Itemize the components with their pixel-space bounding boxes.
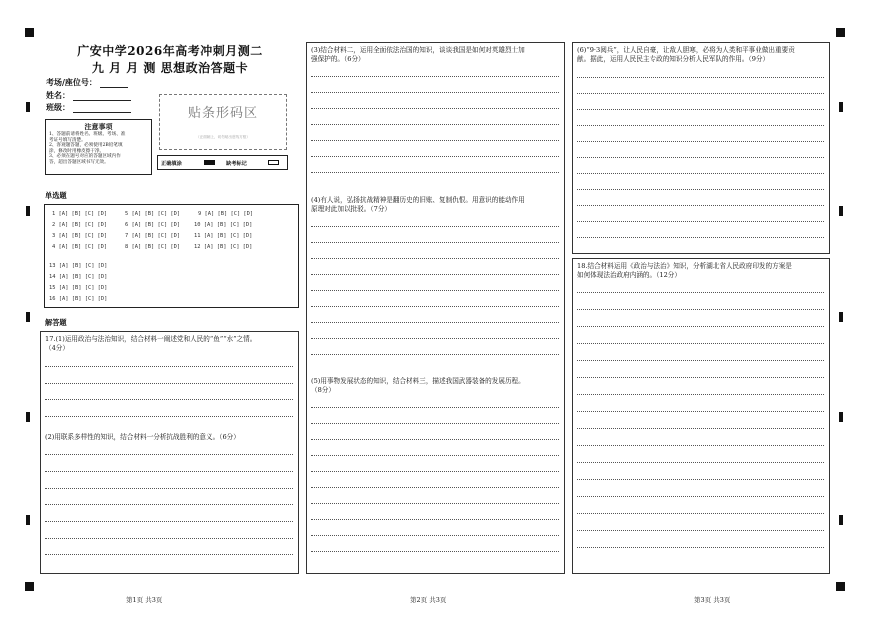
notice-line: 2、客观题答题，必须使用2B铅笔填 bbox=[49, 143, 123, 148]
answer-line bbox=[577, 205, 824, 206]
alignment-marker-top-right bbox=[836, 28, 845, 37]
answer-line bbox=[311, 439, 559, 440]
section-title-mcq: 单选题 bbox=[45, 191, 67, 200]
correct-fill-sample bbox=[204, 160, 215, 165]
name-line bbox=[73, 93, 131, 101]
answer-line bbox=[45, 488, 293, 489]
alignment-marker-bottom-right bbox=[836, 582, 845, 591]
answer-line bbox=[577, 445, 824, 446]
exam-subtitle: 九 月 月 测 思想政治答题卡 bbox=[91, 61, 249, 75]
answer-line bbox=[577, 189, 824, 190]
answer-line bbox=[577, 496, 824, 497]
page-number-1: 第1页 共3页 bbox=[126, 596, 163, 604]
answer-line bbox=[577, 411, 824, 412]
answer-line bbox=[311, 519, 559, 520]
answer-region-col3-top[interactable] bbox=[572, 42, 830, 254]
answer-line bbox=[45, 416, 293, 417]
mcq-item-15[interactable]: 15 [A] [B] [C] [D] bbox=[49, 285, 108, 291]
timing-mark bbox=[26, 206, 30, 216]
answer-line bbox=[577, 309, 824, 310]
answer-line bbox=[45, 521, 293, 522]
answer-line bbox=[577, 109, 824, 110]
answer-line bbox=[577, 462, 824, 463]
question-17-6-text: (6)“9·3阅兵”，让人民自豪，让敌人胆寒，必将为人类和平事业做出重要贡 bbox=[577, 46, 795, 54]
answer-line bbox=[311, 551, 559, 552]
mcq-item-12[interactable]: 12 [A] [B] [C] [D] bbox=[194, 244, 253, 250]
notice-box bbox=[45, 119, 152, 175]
answer-line bbox=[577, 326, 824, 327]
question-17-4-points: 原理对此加以批驳。（7分） bbox=[311, 205, 392, 213]
answer-line bbox=[45, 366, 293, 367]
answer-line bbox=[311, 108, 559, 109]
timing-mark bbox=[839, 102, 843, 112]
notice-title: 注意事项 bbox=[84, 122, 113, 131]
question-17-3-points: 强保护的。（6分） bbox=[311, 55, 365, 63]
mcq-answer-grid bbox=[44, 204, 299, 308]
timing-mark bbox=[26, 515, 30, 525]
answer-line bbox=[311, 407, 559, 408]
answer-line bbox=[311, 455, 559, 456]
answer-line bbox=[311, 124, 559, 125]
answer-line bbox=[311, 92, 559, 93]
answer-line bbox=[311, 258, 559, 259]
question-17-5-text: (5)用事物发展状态的知识，结合材料三，描述我国武器装备的发展历程。 bbox=[311, 377, 525, 385]
answer-line bbox=[311, 156, 559, 157]
answer-line bbox=[311, 354, 559, 355]
answer-line bbox=[577, 530, 824, 531]
notice-line: 1、答题前请将姓名、班级、考场、准 bbox=[49, 132, 126, 137]
answer-line bbox=[311, 76, 559, 77]
notice-line: 涂，修改时用橡皮擦干净。 bbox=[49, 148, 105, 154]
notice-line: 考证号填写清楚。 bbox=[49, 137, 86, 143]
exam-seat-line bbox=[100, 80, 128, 88]
timing-mark bbox=[26, 312, 30, 322]
answer-line bbox=[577, 360, 824, 361]
answer-line bbox=[45, 383, 293, 384]
page-number-2: 第2页 共3页 bbox=[410, 596, 447, 604]
answer-line bbox=[311, 322, 559, 323]
answer-region-col2[interactable] bbox=[306, 42, 565, 574]
answer-line bbox=[577, 157, 824, 158]
exam-title: 广安中学2026年高考冲刺月测二 bbox=[77, 44, 263, 58]
answer-line bbox=[311, 306, 559, 307]
mcq-item-4[interactable]: 4 [A] [B] [C] [D] bbox=[52, 244, 108, 250]
exam-seat-label: 考场/座位号： bbox=[46, 77, 97, 87]
question-17-1-text: 17.(1)运用政治与法治知识，结合材料一阐述党和人民的“鱼”“水”之情。 bbox=[45, 335, 257, 343]
answer-line bbox=[45, 471, 293, 472]
answer-line bbox=[311, 487, 559, 488]
mcq-item-1[interactable]: 1 [A] [B] [C] [D] bbox=[52, 211, 108, 217]
timing-mark bbox=[839, 206, 843, 216]
mcq-item-7[interactable]: 7 [A] [B] [C] [D] bbox=[125, 233, 181, 239]
exam-seat-field[interactable] bbox=[46, 77, 128, 88]
class-label: 班级： bbox=[46, 102, 70, 112]
question-18-points: 如何体现法治政府内涵的。（12分） bbox=[577, 271, 681, 279]
answer-line bbox=[311, 226, 559, 227]
answer-line bbox=[577, 428, 824, 429]
timing-mark bbox=[839, 412, 843, 422]
absent-mark-checkbox[interactable] bbox=[268, 160, 279, 165]
timing-mark bbox=[839, 515, 843, 525]
question-17-3-text: (3)结合材料二，运用全面依法治国的知识，谈谈我国是如何对英雄烈士加 bbox=[311, 46, 525, 54]
mcq-item-9[interactable]: 9 [A] [B] [C] [D] bbox=[198, 211, 254, 217]
answer-line bbox=[577, 173, 824, 174]
mcq-item-16[interactable]: 16 [A] [B] [C] [D] bbox=[49, 296, 108, 302]
answer-line bbox=[311, 140, 559, 141]
answer-region-col3-bottom[interactable] bbox=[572, 258, 830, 574]
answer-line bbox=[577, 513, 824, 514]
answer-line bbox=[45, 454, 293, 455]
question-17-5-points: （8分） bbox=[311, 386, 335, 394]
mcq-item-6[interactable]: 6 [A] [B] [C] [D] bbox=[125, 222, 181, 228]
mcq-item-5[interactable]: 5 [A] [B] [C] [D] bbox=[125, 211, 181, 217]
mcq-item-10[interactable]: 10 [A] [B] [C] [D] bbox=[194, 222, 253, 228]
section-title-subjective: 解答题 bbox=[45, 318, 67, 327]
answer-line bbox=[577, 237, 824, 238]
mcq-item-14[interactable]: 14 [A] [B] [C] [D] bbox=[49, 274, 108, 280]
mcq-item-8[interactable]: 8 [A] [B] [C] [D] bbox=[125, 244, 181, 250]
name-field[interactable] bbox=[46, 90, 131, 101]
answer-line bbox=[311, 274, 559, 275]
answer-line bbox=[577, 93, 824, 94]
answer-line bbox=[577, 479, 824, 480]
mcq-item-3[interactable]: 3 [A] [B] [C] [D] bbox=[52, 233, 108, 239]
question-17-1-points: （4分） bbox=[45, 344, 69, 352]
answer-line bbox=[45, 399, 293, 400]
answer-line bbox=[311, 535, 559, 536]
answer-line bbox=[311, 423, 559, 424]
mcq-item-2[interactable]: 2 [A] [B] [C] [D] bbox=[52, 222, 108, 228]
answer-line bbox=[577, 547, 824, 548]
question-18-text: 18.结合材料运用《政治与法治》知识，分析湖北省人民政府印发的方案是 bbox=[577, 262, 792, 270]
answer-line bbox=[45, 538, 293, 539]
answer-region-col1[interactable] bbox=[40, 331, 299, 574]
answer-line bbox=[311, 290, 559, 291]
mcq-item-11[interactable]: 11 [A] [B] [C] [D] bbox=[194, 233, 253, 239]
answer-line bbox=[577, 125, 824, 126]
answer-line bbox=[577, 394, 824, 395]
absent-mark-label: 缺考标记 bbox=[226, 161, 247, 167]
answer-line bbox=[577, 221, 824, 222]
page-number-3: 第3页 共3页 bbox=[694, 596, 731, 604]
question-17-2-text: (2)用联系多样性的知识，结合材料一分析抗战胜利的意义。（6分） bbox=[45, 433, 240, 441]
answer-line bbox=[311, 503, 559, 504]
class-line bbox=[73, 105, 131, 113]
answer-line bbox=[45, 554, 293, 555]
alignment-marker-top-left bbox=[25, 28, 34, 37]
fill-mark-legend bbox=[157, 155, 288, 170]
timing-mark bbox=[26, 412, 30, 422]
notice-line: 答，超出答题区域书写无效。 bbox=[49, 159, 109, 165]
answer-line bbox=[311, 242, 559, 243]
name-label: 姓名： bbox=[46, 90, 70, 100]
correct-fill-label: 正确填涂 bbox=[161, 161, 182, 167]
question-17-6-points: 献。据此，运用人民民主专政的知识分析人民军队的作用。（9分） bbox=[577, 55, 770, 63]
answer-line bbox=[577, 77, 824, 78]
barcode-title: 贴条形码区 bbox=[187, 106, 258, 121]
timing-mark bbox=[26, 102, 30, 112]
answer-line bbox=[577, 377, 824, 378]
answer-line bbox=[311, 338, 559, 339]
barcode-hint: （正面朝上，切勿贴出虚线方框） bbox=[196, 135, 250, 139]
answer-line bbox=[577, 343, 824, 344]
answer-line bbox=[311, 471, 559, 472]
barcode-area bbox=[159, 94, 287, 150]
mcq-item-13[interactable]: 13 [A] [B] [C] [D] bbox=[49, 263, 108, 269]
answer-line bbox=[577, 141, 824, 142]
timing-mark bbox=[839, 312, 843, 322]
notice-line: 3、必须在题号对应的答题区域内作 bbox=[49, 154, 121, 159]
alignment-marker-bottom-left bbox=[25, 582, 34, 591]
question-17-4-text: (4)有人说，弘扬抗战精神是翻历史的旧账、复制仇恨。用意识的能动作用 bbox=[311, 196, 525, 204]
answer-line bbox=[311, 172, 559, 173]
answer-line bbox=[577, 292, 824, 293]
class-field[interactable] bbox=[46, 102, 131, 113]
answer-line bbox=[45, 504, 293, 505]
